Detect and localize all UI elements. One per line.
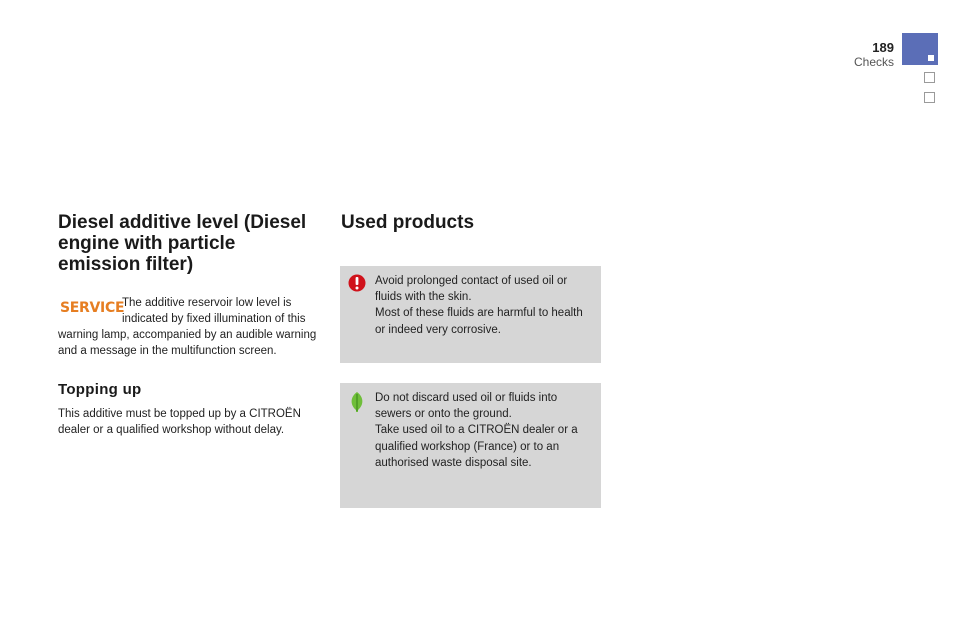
warning-exclamation-icon — [348, 274, 366, 296]
disposal-warning-text: Do not discard used oil or fluids into sewers or onto the ground. — [375, 392, 558, 421]
skin-contact-warning-box — [340, 266, 601, 363]
diesel-additive-heading: Diesel additive level (Diesel engine with particle emission filter) — [58, 212, 307, 275]
topping-up-text: This additive must be topped up by a CITROËN dealer or a qualified workshop without delay. — [58, 408, 301, 436]
chapter-tab[interactable] — [924, 92, 935, 103]
warning-lamp-description — [58, 295, 320, 359]
used-products-heading: Used products — [341, 212, 475, 233]
chapter-tab-active[interactable] — [902, 33, 938, 65]
chapter-tab[interactable] — [924, 72, 935, 83]
section-title: Checks — [853, 55, 894, 69]
environment-disposal-box — [340, 383, 601, 508]
warning-lamp-text: The additive reservoir low level is indicated by fixed illumination of this warning lamp, accompanied by an audible warning and a message in the multifunction screen. — [58, 297, 317, 357]
topping-up-heading: Topping up — [58, 381, 142, 398]
tab-marker-icon — [928, 55, 934, 61]
diesel-additive-section — [58, 212, 320, 438]
skin-contact-text: Avoid prolonged contact of used oil or fluids with the skin. — [375, 275, 568, 304]
environment-leaf-icon — [348, 391, 366, 413]
corrosive-fluids-text: Most of these fluids are harmful to health or indeed very corrosive. — [375, 307, 583, 336]
page-number: 189 — [872, 40, 894, 55]
service-warning-lamp-icon: SERVICE — [60, 300, 125, 316]
disposal-instructions-text: Take used oil to a CITROËN dealer or a qualified workshop (France) or to an authorised waste disposal site. — [375, 424, 578, 469]
